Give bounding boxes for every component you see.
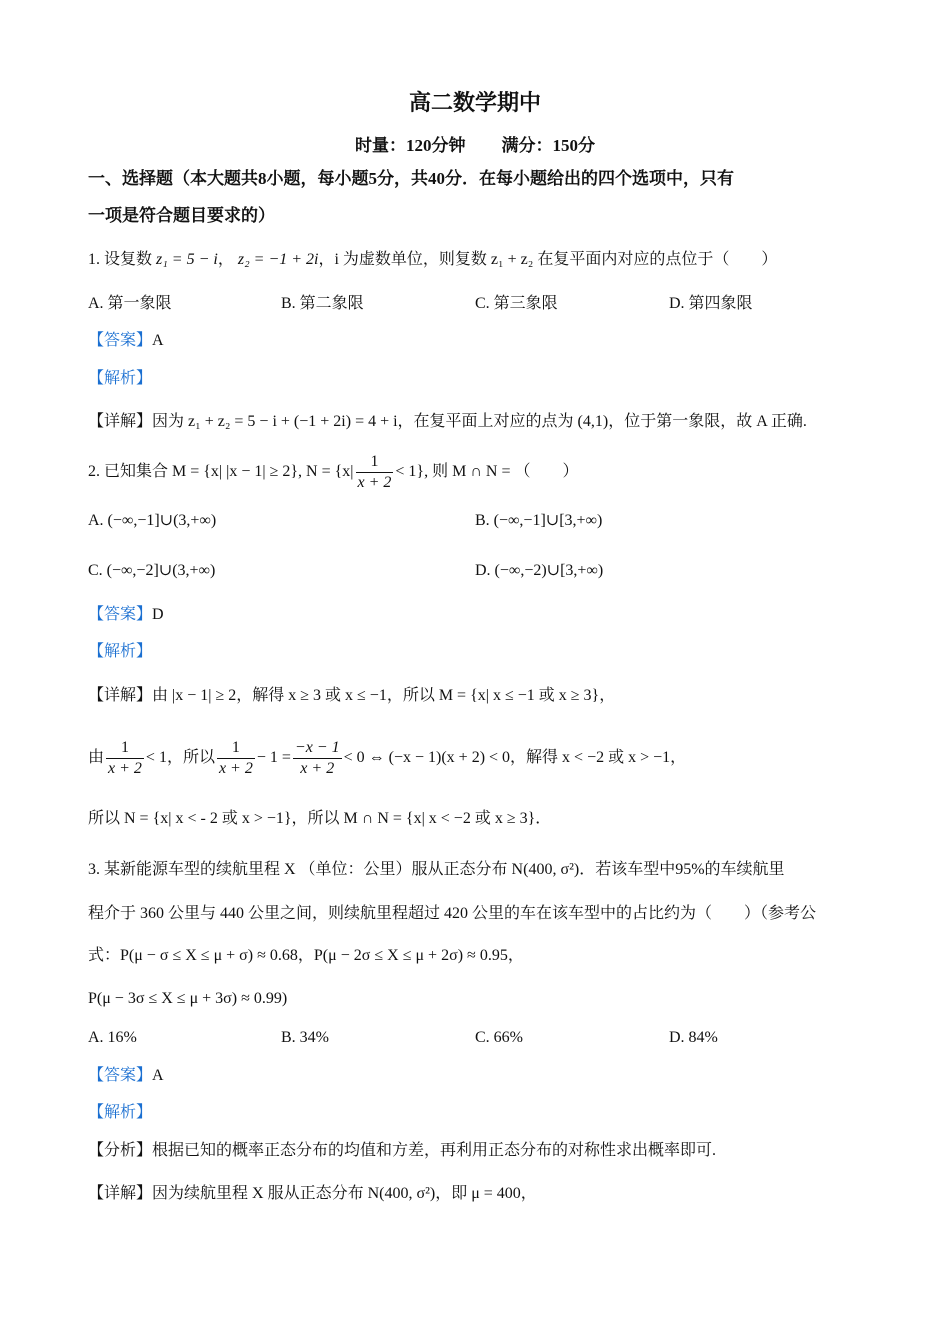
q2-analysis [88, 641, 870, 663]
question-3-line1: 3. 某新能源车型的续航里程 X （单位：公里）服从正态分布 N(400, σ²)．若该车型中95%的车续航里 [88, 861, 785, 878]
analysis-head-tag: 【分析】 [88, 1142, 153, 1159]
q2-detail-fraction-1: $\frac{1}{x + 2}$ [108, 738, 142, 777]
q2-option-d[interactable]: D. (−∞,−2)∪[3,+∞) [475, 562, 604, 579]
q1-detail-text: 因为 z₁ + z₂ = 5 − i + (−1 + 2i) = 4 + i，在复平面上对应的点为 (4,1)，位于第一象限，故 A 正确. [152, 413, 807, 430]
q1-stem-prefix: 1. 设复数 [88, 251, 153, 268]
q2-option-c[interactable]: C. (−∞,−2]∪(3,+∞) [88, 562, 216, 579]
q1-option-d[interactable]: D. 第四象限 [669, 295, 753, 312]
detail-tag: 【详解】 [88, 687, 153, 704]
analysis-tag: 【解析】 [88, 370, 153, 387]
q1-detail [88, 411, 870, 433]
q1-stem-suffix: ，i 为虚数单位，则复数 z₁ + z₂ 在复平面内对应的点位于（ ） [318, 251, 778, 268]
q2-option-a[interactable]: A. (−∞,−1]∪(3,+∞) [88, 512, 217, 529]
q1-analysis [88, 368, 870, 390]
q2-stem-suffix: < 1}, 则 M ∩ N = （ ） [395, 463, 579, 481]
q1-answer [88, 330, 870, 352]
detail-tag: 【详解】 [88, 413, 153, 430]
q1-z2: z₂ = −1 + 2i [237, 251, 319, 268]
q3-analysis-text: 根据已知的概率正态分布的均值和方差，再利用正态分布的对称性求出概率即可. [152, 1142, 717, 1159]
q2-detail-text1: 由 |x − 1| ≥ 2，解得 x ≥ 3 或 x ≤ −1，所以 M = {x| x ≤ −1 或 x ≥ 3}， [152, 687, 616, 704]
analysis-tag: 【解析】 [88, 643, 153, 660]
q2-detail-fraction-3: $\frac{-x - 1}{x + 2}$ [294, 738, 340, 777]
q3-analysis [88, 1102, 870, 1124]
analysis-tag: 【解析】 [88, 1104, 153, 1121]
q2-stem-prefix: 2. 已知集合 M = {x| |x − 1| ≥ 2}, N = {x| [88, 463, 354, 481]
q3-option-a[interactable]: A. 16% [88, 1029, 137, 1046]
q2-detail-fraction-2: $\frac{1}{x + 2}$ [218, 738, 253, 777]
q3-option-c[interactable]: C. 66% [475, 1029, 523, 1046]
q2-detail-line1 [88, 685, 870, 707]
q3-analysis-body [88, 1140, 870, 1162]
answer-tag: 【答案】 [88, 606, 153, 623]
q3-answer [88, 1065, 870, 1087]
exam-meta [0, 131, 950, 156]
detail-tag: 【详解】 [88, 1185, 153, 1202]
q1-option-c[interactable]: C. 第三象限 [475, 295, 558, 312]
section-heading-line2: 一项是符合题目要求的） [88, 206, 275, 225]
answer-tag: 【答案】 [88, 1067, 153, 1084]
answer-tag: 【答案】 [88, 332, 153, 349]
q3-detail-text: 因为续航里程 X 服从正态分布 N(400, σ²)，即 μ = 400， [152, 1185, 537, 1202]
q3-option-d[interactable]: D. 84% [669, 1029, 718, 1046]
q2-answer [88, 604, 870, 626]
q3-option-b[interactable]: B. 34% [281, 1029, 329, 1046]
time-limit: 时量：120分钟 [355, 136, 466, 155]
q3-answer-value: A [152, 1067, 164, 1084]
q1-z1: z₁ = 5 − i [156, 251, 218, 268]
question-3-line4: P(μ − 3σ ≤ X ≤ μ + 3σ) ≈ 0.99) [88, 990, 288, 1007]
q2-answer-value: D [152, 606, 164, 623]
q2-detail-line2: 由 $\frac{1}{x + 2}$ < 1，所以 $\frac{1}{x + 2}$ − 1 = $\frac{-x - 1}{x + 2}$ < 0 ⇔ (−x − 1)(x + 2) < 0，解得 x < −2 或 x > −1， [88, 738, 687, 777]
section-heading-line1: 一、选择题（本大题共8小题，每小题5分，共40分．在每小题给出的四个选项中，只有 [88, 169, 734, 188]
q1-option-a[interactable]: A. 第一象限 [88, 295, 172, 312]
question-3-line2: 程介于 360 公里与 440 公里之间，则续航里程超过 420 公里的车在该车型中的占比约为（ ）（参考公 [88, 905, 817, 922]
question-1-stem: 1. 设复数 z₁ = 5 − i， z₂ = −1 + 2i，i 为虚数单位，则复数 z₁ + z₂ 在复平面内对应的点位于（ ） [88, 251, 778, 268]
question-3-line3: 式：P(μ − σ ≤ X ≤ μ + σ) ≈ 0.68，P(μ − 2σ ≤ X ≤ μ + 2σ) ≈ 0.95， [88, 947, 524, 964]
page-title: 高二数学期中 [408, 90, 541, 115]
q2-fraction: $\frac{1}{x + 2}$ [357, 453, 392, 491]
q2-detail-line3: 所以 N = {x| x < - 2 或 x > −1}，所以 M ∩ N = {x| x < −2 或 x ≥ 3}． [88, 810, 552, 827]
q1-answer-value: A [152, 332, 164, 349]
full-score: 满分：150分 [501, 136, 595, 155]
question-2-stem [88, 452, 870, 496]
q1-option-b[interactable]: B. 第二象限 [281, 295, 364, 312]
q3-detail [88, 1183, 870, 1205]
q2-option-b[interactable]: B. (−∞,−1]∪[3,+∞) [475, 512, 603, 529]
